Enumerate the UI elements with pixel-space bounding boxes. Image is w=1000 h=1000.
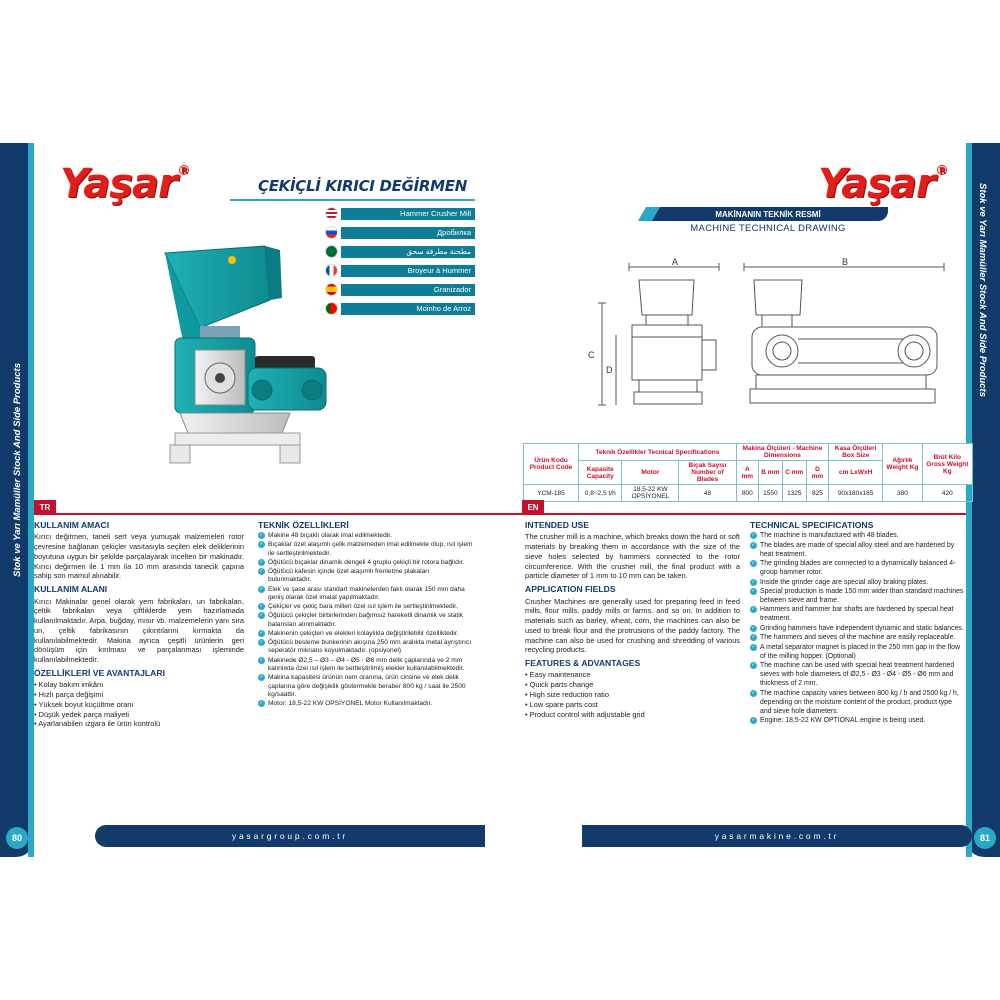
technical-drawing-bar: MAKİNANIN TEKNİK RESMİ [648,207,888,221]
table-cell: 380 [883,485,922,502]
registered-icon: R [179,165,189,175]
language-label: Дробилка [341,227,475,239]
table-header: Ağırlık Weight Kg [883,444,922,485]
language-list [325,205,475,319]
list-item: ✓ Elek ve şase arası standart makinelerden faklı olarak 150 mm daha geniş olarak özel imalat yapılmaktadır. [258,586,473,603]
list-item: ✓ The blades are made of special alloy steel and are hardened by heat treatment. [750,542,965,560]
table-cell: YCM-185 [524,485,579,502]
en-column-1 [525,520,740,719]
list-item: ✓ Bıçaklar özel alaşımlı çelik malzemeden imal edilmekte olup, ısıl işlem ile sertleştirilmektedir. [258,541,473,558]
list-item: ✓ The grinding blades are connected to a dynamically balanced 4-group hammer rotor. [750,560,965,578]
feature-list [525,670,740,719]
technical-drawing-subtitle: MACHINE TECHNICAL DRAWING [690,223,846,234]
tr-column-2 [258,520,473,709]
table-header: cm LxWxH [829,461,883,485]
list-item: ✓ Öğütücü besleme bunkerinin akışına 250 mm aralıkta metal ayrıştırıcı seperatör mıknatıs koyulmaktadır. (opsiyonel) [258,639,473,656]
table-header: Brüt Kilo Gross Weight Kg [922,444,972,485]
language-label: Hammer Crusher Mill [341,208,475,220]
language-row [325,281,475,298]
list-item: ✓ The hammers and sieves of the machine are easily replaceable. [750,634,965,643]
table-cell: 800 [736,485,758,502]
table-header: A mm [736,461,758,485]
list-item: • Product control with adjustable grid [525,710,740,720]
list-item: • Quick parts change [525,680,740,690]
list-item: • Yüksek boyut küçültme oranı [34,700,244,710]
table-header: C mm [782,461,806,485]
table-cell: 90x180x165 [829,485,883,502]
section-heading: FEATURES & ADVANTAGES [525,658,641,669]
section-heading: APPLICATION FIELDS [525,584,616,595]
paragraph: The crusher mill is a machine, which breaks down the hard or soft materials by breaking them in accordance with the size of the sieve holes selected by hammers connected to the rotor circumference. With the crusher mill, the final product with a particle diameter of 1 mm to 10 mm can be taken. [525,532,740,581]
tr-column-1 [34,520,244,729]
language-row [325,300,475,317]
table-cell: 0,8~2,5 t/h [579,485,622,502]
list-item: ✓ The machine capacity varies between 800 kg / h and 2500 kg / h, depending on the moisture content of the product, product type and sieve hole diameters. [750,690,965,717]
section-heading: KULLANIM ALANI [34,584,108,595]
table-cell: 420 [922,485,972,502]
list-item: ✓ Hammers and hammer bar shafts are hardened by special heat treatment. [750,606,965,624]
us-flag-icon [325,207,338,220]
table-header: Teknik Özellikler Tecnical Specifications [579,444,737,461]
dim-label-d: D [606,365,613,375]
list-item: ✓ Çekiçler ve çekiç bara milleri özel ısıl işlem ile sertleştirilmektedir. [258,603,473,612]
list-item: ✓ Makine 48 bıçaklı olarak imal edilmektedir. [258,532,473,541]
paragraph: Crusher Machines are generally used for preparing feed in feed mills, flour mills, paddy mills or farms. and so on. In addition to materials such as barley, wheat, corn, the machines can also be used to break flour and the protrusions of the paddy factory. The machine can also be used for crushing and shredding of various recycling products. [525,596,740,655]
en-section-header [500,500,966,514]
list-item: ✓ Inside the grinder cage are special alloy braking plates. [750,579,965,588]
left-page [0,143,500,857]
table-cell: 48 [679,485,736,502]
spec-table [523,443,973,502]
list-item: ✓ Makina kapasitesi ürünün nem oranına, ürün cinsine ve elek delik çaplarına göre değişiklik göstermekle beraber 800 kg / saat ile 2500 kg/saattir. [258,674,473,700]
list-item: ✓ Engine: 18,5-22 KW OPTIONAL engine is being used. [750,717,965,726]
section-heading: INTENDED USE [525,520,589,530]
list-item: • Hızlı parça değişimi [34,690,244,700]
tr-section-header [34,500,500,514]
language-label: Moinho de Arroz [341,303,475,315]
table-header: Bıçak Sayısı Number of Blades [679,461,736,485]
hammer-crusher-mill-image [150,238,340,468]
left-side-tab [0,143,34,857]
side-tab-text: Stok ve Yarı Mamüller Stock And Side Products [977,183,988,397]
list-item: ✓ The machine can be used with special heat treatment hardened sieves with hole diameters of Ø2,5 - Ø3 - Ø4 - Ø5 - Ø6 mm and thickness of 2 mm. [750,662,965,689]
feature-list [34,680,244,729]
table-header: Motor [622,461,679,485]
page-number: 81 [974,827,996,849]
spec-list [750,532,965,726]
table-header: Kapasite Capacity [579,461,622,485]
table-cell: 1550 [758,485,782,502]
list-item: • High size reduction ratio [525,690,740,700]
list-item: • Low spare parts cost [525,700,740,710]
list-item: ✓ Makinede Ø2,5 – Ø3 – Ø4 - Ø5 - Ø6 mm delik çaplarında ve 2 mm kalınlıkta özel ısıl işlem ile sertleştirilmiş elekler kullanılabilmektedir. [258,657,473,674]
list-item: ✓ Öğütücü bıçaklar dinamik dengeli 4 gruplu çekiçli bir rotora bağlıdır. [258,559,473,568]
list-item: ✓ Öğütücü kafesin içinde özel alaşımlı frenletme plakaları bulunmaktadır. [258,568,473,585]
dim-label-c: C [588,350,595,360]
section-heading: TEKNİK ÖZELLİKLERİ [258,520,349,530]
section-heading: TECHNICAL SPECIFICATIONS [750,520,874,530]
list-item: ✓ Öğütücü çekiçler birbirlerinden bağımsız hareketli dinamik ve statik balansları alınmaktadır. [258,612,473,629]
yasar-logo: Yaşar R [60,161,177,207]
en-column-2 [750,520,965,727]
list-item: ✓ A metal separator magnet is placed in the 250 mm gap in the flow of the milling hopper. (Optional) [750,644,965,662]
table-header: B mm [758,461,782,485]
footer-url[interactable]: yasargroup.com.tr [95,825,485,847]
language-row [325,262,475,279]
table-cell: 18,5-22 KW OPSİYONEL [622,485,679,502]
footer-url[interactable]: yasarmakine.com.tr [582,825,972,847]
list-item: • Düşük yedek parça maliyeti [34,710,244,720]
dim-label-b: B [842,257,849,267]
list-item: • Kolay bakım imkânı [34,680,244,690]
table-header: Kasa Ölçüleri Box Size [829,444,883,461]
paragraph: Kırıcı değirmen, taneli sert veya yumuşak malzemeleri rotor çevresine bağlanan çekiçler vasıtasıyla seçilen elek deliklerinin boyutuna uygun bir şekilde parçalayarak incelten bir makinadır. Kırıcı değirmen ile 1 mm ila 10 mm arasında tanecik çapına sahip son mamul alınabilir. [34,532,244,581]
list-item: • Ayarlanabilen ızgara ile ürün kontrolü [34,719,244,729]
language-row [325,224,475,241]
list-item: ✓ Makinenin çekiçleri ve elekleri kolaylıkla değiştirilebilir özelliktedir. [258,630,473,639]
table-header: D mm [806,461,828,485]
product-title: ÇEKİÇLİ KIRICI DEĞİRMEN [258,177,467,195]
paragraph: Kırıcı Makinalar genel olarak yem fabrikaları, un fabrikaları, çeltik fabrikaları veya çiftliklerde yem hazırlamada kullanılmaktadır. Arpa, buğday, mısır vb. malzemelerin yanı sıra un, çeltik fabrikasının çıkıntılarını kırmakta da kullanılabilmektedir. Makina ayrıca çeşitli ürünlerin geri dönüşüm için kırılması ve parçalanması işleminde kullanılabilmektedir. [34,596,244,665]
en-tag: EN [522,500,544,514]
language-row [325,205,475,222]
registered-icon: R [937,165,947,175]
language-label: مطحنة مطرقة سحق [341,246,475,258]
table-cell: 1325 [782,485,806,502]
list-item: • Easy maintenance [525,670,740,680]
technical-drawing [584,255,964,430]
tr-tag: TR [34,500,56,514]
page-number: 80 [6,827,28,849]
list-item: ✓ Grinding hammers have independent dynamic and static balances. [750,625,965,634]
language-label: Broyeur à Hummer [341,265,475,277]
list-item: ✓ Special production is made 150 mm wider than standard machines between sieve and frame. [750,588,965,606]
table-row [524,485,973,502]
list-item: ✓ Motor: 18,5-22 KW OPSİYONEL Motor Kullanılmaktadır. [258,700,473,709]
table-header: Ürün Kodu Product Code [524,444,579,485]
table-header: Makina Ölçüleri - Machine Dimensions [736,444,828,461]
right-page [500,143,1000,857]
language-label: Granizador [341,284,475,296]
list-item: ✓ The machine is manufactured with 48 blades. [750,532,965,541]
yasar-logo: Yaşar R [818,161,935,207]
dim-label-a: A [672,257,679,267]
language-row [325,243,475,260]
table-cell: 825 [806,485,828,502]
spec-list [258,532,473,709]
side-tab-text: Stok ve Yarı Mamüller Stock And Side Products [12,363,23,577]
section-heading: ÖZELLİKLERİ VE AVANTAJLARI [34,667,165,678]
section-heading: KULLANIM AMACI [34,520,110,530]
title-underline [230,199,475,201]
